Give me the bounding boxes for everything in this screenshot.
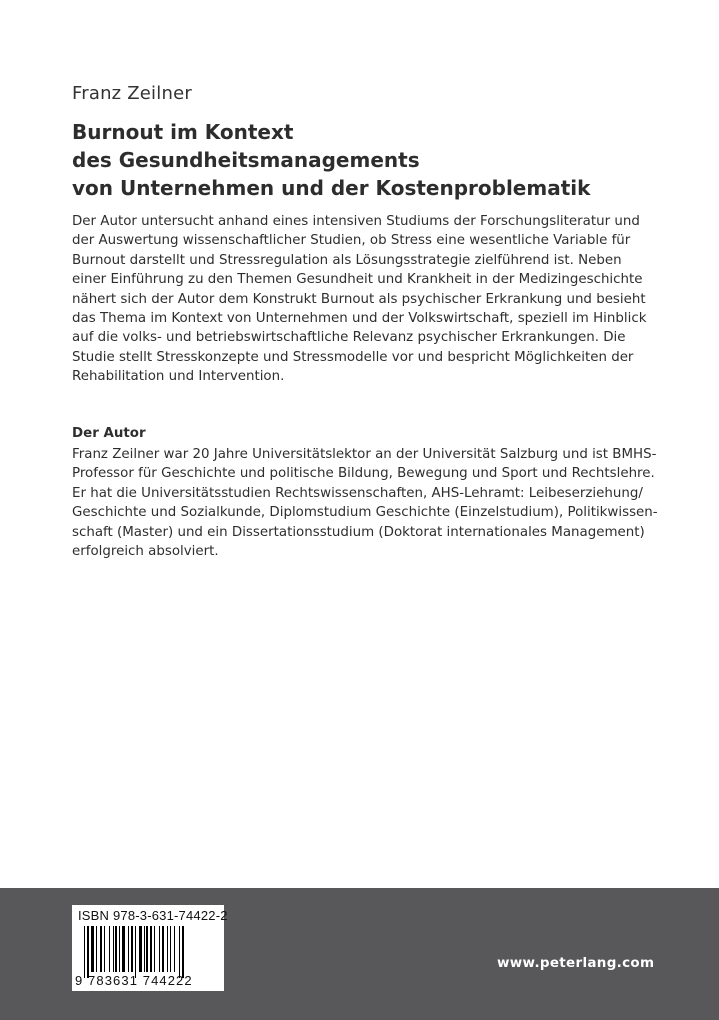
barcode-bar [174, 926, 175, 972]
barcode-bar [150, 926, 152, 972]
barcode-bar [146, 926, 148, 972]
barcode-bar [159, 926, 160, 972]
book-description [72, 212, 647, 387]
description-line: einer Einführung zu den Themen Gesundheit und Krankheit in der Medizingeschichte [72, 272, 643, 288]
book-title [72, 118, 590, 202]
about-line: schaft (Master) und ein Dissertationsstudium (Doktorat internationales Management) [72, 524, 645, 540]
barcode-bar [162, 926, 164, 972]
about-line: Er hat die Universitätsstudien Rechtswissenschaften, AHS-Lehramt: Leibeserziehung/ [72, 485, 643, 501]
barcode-bar [179, 926, 180, 978]
title-line: von Unternehmen und der Kostenproblematik [72, 176, 591, 200]
barcode-bar [128, 926, 129, 972]
barcode-bar [170, 926, 171, 972]
description-line: Studie stellt Stresskonzepte und Stressmodelle vor und bespricht Möglichkeiten der [72, 349, 634, 365]
author-name: Franz Zeilner [72, 83, 192, 104]
description-line: der Auswertung wissenschaftlicher Studien, ob Stress eine wesentliche Variable für [72, 233, 631, 249]
barcode-bar [96, 926, 97, 972]
about-line: erfolgreich absolviert. [72, 544, 219, 560]
barcode-bar [135, 926, 136, 978]
barcode-bar [167, 926, 168, 972]
barcode-bar [100, 926, 102, 972]
barcode-bar [113, 926, 114, 972]
title-line: Burnout im Kontext [72, 120, 294, 144]
barcode-bar [109, 926, 110, 972]
about-line: Franz Zeilner war 20 Jahre Universitätslektor an der Universität Salzburg und ist BMHS- [72, 447, 657, 462]
about-author-text [72, 445, 658, 561]
description-line: nähert sich der Autor dem Konstrukt Burnout als psychischer Erkrankung und besieht [72, 291, 646, 307]
title-line: des Gesundheitsmanagements [72, 148, 420, 172]
isbn-barcode [72, 905, 228, 991]
about-line: Geschichte und Sozialkunde, Diplomstudium Geschichte (Einzelstudium), Politikwissen- [72, 505, 658, 521]
description-line: Burnout darstellt und Stressregulation als Lösungsstrategie zielführend ist. Neben [72, 252, 622, 268]
barcode-bar [131, 926, 133, 972]
barcode-bar [87, 926, 89, 978]
barcode-bar [84, 926, 85, 978]
barcode-bar [119, 926, 120, 972]
description-line: auf die volks- und betriebswirtschaftliche Relevanz psychischer Erkrankungen. Die [72, 330, 626, 346]
description-line: Rehabilitation und Intervention. [72, 369, 285, 385]
barcode-bar [115, 926, 117, 972]
description-line: das Thema im Kontext von Unternehmen und der Volkswirtschaft, speziell im Hinblick [72, 311, 647, 327]
publisher-website: www.peterlang.com [497, 955, 655, 971]
barcode-digits: 9 783631 744222 [75, 973, 193, 988]
about-author-heading: Der Autor [72, 426, 146, 441]
isbn-label: ISBN 978-3-631-74422-2 [78, 908, 228, 923]
barcode-bar [154, 926, 155, 972]
about-line: Professor für Geschichte und politische Bildung, Bewegung und Sport und Rechtslehre. [72, 466, 655, 482]
description-line: Der Autor untersucht anhand eines intensiven Studiums der Forschungsliteratur und [72, 214, 640, 229]
barcode-bar [182, 926, 184, 978]
barcode-bar [139, 926, 142, 972]
barcode-bar [122, 926, 125, 972]
barcode-bars [84, 926, 222, 974]
barcode-bar [91, 926, 94, 972]
barcode-bar [144, 926, 145, 972]
barcode-bar [104, 926, 105, 972]
